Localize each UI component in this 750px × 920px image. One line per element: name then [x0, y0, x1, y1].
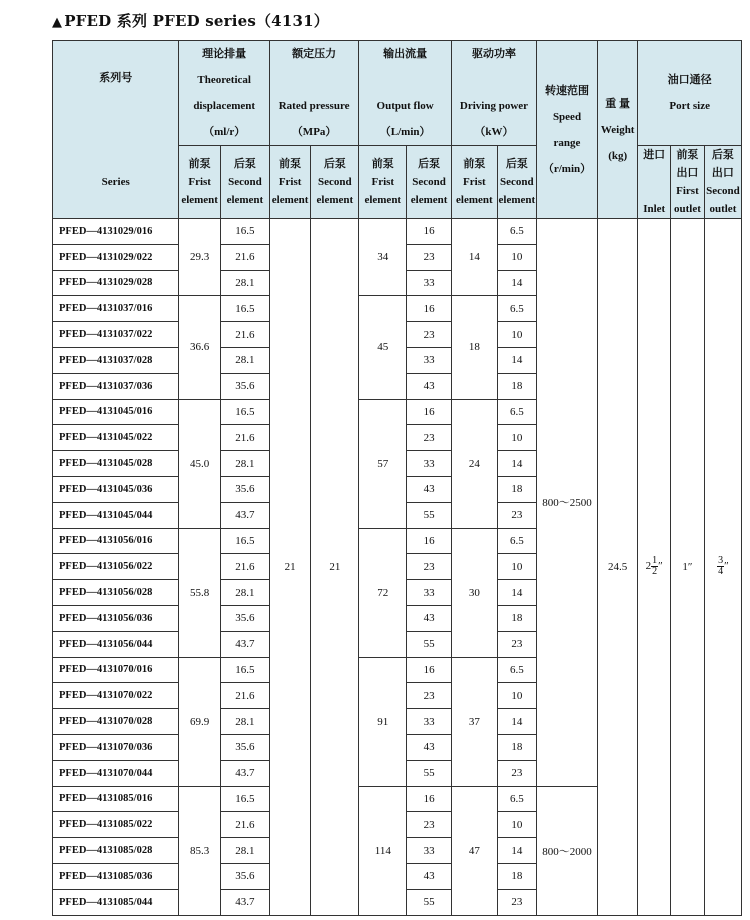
rear-power-cell: 18	[497, 863, 536, 889]
model-cell: PFED—4131037/036	[53, 373, 179, 399]
title-text: PFED 系列 PFED series（4131）	[64, 12, 329, 30]
rear-flow-cell: 55	[407, 889, 452, 915]
rear-flow-cell: 33	[407, 709, 452, 735]
rear-power-cell: 14	[497, 451, 536, 477]
model-cell: PFED—4131045/044	[53, 502, 179, 528]
model-cell: PFED—4131056/044	[53, 631, 179, 657]
header-inlet: 进口 Inlet	[638, 146, 671, 219]
model-cell: PFED—4131029/028	[53, 270, 179, 296]
model-cell: PFED—4131045/036	[53, 476, 179, 502]
rear-power-cell: 14	[497, 838, 536, 864]
rear-displacement-cell: 21.6	[220, 812, 269, 838]
weight-cell: 24.5	[598, 219, 638, 916]
second-outlet-fraction: $\frac{3}{4}$	[718, 555, 724, 578]
front-flow-cell: 57	[359, 399, 407, 528]
table-row	[53, 219, 742, 245]
rear-flow-cell: 33	[407, 838, 452, 864]
model-cell: PFED—4131070/028	[53, 709, 179, 735]
model-cell: PFED—4131085/044	[53, 889, 179, 915]
header-disp-front: 前泵 Frist element	[179, 146, 220, 219]
front-power-cell: 30	[451, 528, 497, 657]
front-displacement-cell: 45.0	[179, 399, 220, 528]
model-cell: PFED—4131070/016	[53, 657, 179, 683]
rear-power-cell: 6.5	[497, 786, 536, 812]
rear-displacement-cell: 28.1	[220, 347, 269, 373]
rear-displacement-cell: 35.6	[220, 373, 269, 399]
model-cell: PFED—4131037/022	[53, 322, 179, 348]
rear-flow-cell: 33	[407, 451, 452, 477]
front-power-cell: 18	[451, 296, 497, 399]
rear-power-cell: 14	[497, 347, 536, 373]
rear-displacement-cell: 28.1	[220, 451, 269, 477]
rear-flow-cell: 23	[407, 322, 452, 348]
header-weight: 重 量 Weight (kg)	[598, 41, 638, 219]
rear-power-cell: 10	[497, 683, 536, 709]
rear-flow-cell: 33	[407, 270, 452, 296]
front-displacement-cell: 69.9	[179, 657, 220, 786]
rear-displacement-cell: 16.5	[220, 296, 269, 322]
rear-displacement-cell: 43.7	[220, 631, 269, 657]
rear-displacement-cell: 35.6	[220, 605, 269, 631]
model-cell: PFED—4131037/016	[53, 296, 179, 322]
rear-power-cell: 23	[497, 889, 536, 915]
front-power-cell: 14	[451, 219, 497, 296]
rear-power-cell: 18	[497, 605, 536, 631]
model-cell: PFED—4131070/036	[53, 734, 179, 760]
header-flow-rear: 后泵 Second element	[407, 146, 452, 219]
model-cell: PFED—4131037/028	[53, 347, 179, 373]
header-power-rear: 后泵 Second element	[497, 146, 536, 219]
rear-flow-cell: 55	[407, 502, 452, 528]
header-power-front: 前泵 Frist element	[451, 146, 497, 219]
front-displacement-cell: 55.8	[179, 528, 220, 657]
rear-flow-cell: 43	[407, 734, 452, 760]
rear-flow-cell: 16	[407, 786, 452, 812]
header-first-outlet: 前泵 出口 First outlet	[671, 146, 705, 219]
second-outlet-inch-mark: ″	[724, 560, 729, 573]
rear-displacement-cell: 35.6	[220, 863, 269, 889]
rear-flow-cell: 16	[407, 528, 452, 554]
header-speed: 转速范围 Speed range （r/min）	[536, 41, 597, 219]
rear-displacement-cell: 28.1	[220, 709, 269, 735]
rear-power-cell: 18	[497, 373, 536, 399]
rear-power-cell: 14	[497, 709, 536, 735]
model-cell: PFED—4131085/022	[53, 812, 179, 838]
rear-flow-cell: 16	[407, 219, 452, 245]
inlet-size-cell	[638, 219, 671, 916]
front-flow-cell: 72	[359, 528, 407, 657]
rear-power-cell: 6.5	[497, 657, 536, 683]
rear-power-cell: 6.5	[497, 399, 536, 425]
header-series: 系列号 Series	[53, 41, 179, 219]
rear-displacement-cell: 28.1	[220, 580, 269, 606]
rear-flow-cell: 55	[407, 760, 452, 786]
header-port-size: 油口通径 Port size	[638, 41, 742, 146]
rear-displacement-cell: 35.6	[220, 476, 269, 502]
rear-power-cell: 14	[497, 270, 536, 296]
model-cell: PFED—4131029/022	[53, 244, 179, 270]
rear-flow-cell: 23	[407, 244, 452, 270]
rear-displacement-cell: 21.6	[220, 683, 269, 709]
header-displacement: 理论排量 Theoretical displacement （ml/r）	[179, 41, 269, 146]
speed-range-cell: 800～2500	[536, 219, 597, 787]
rear-power-cell: 10	[497, 425, 536, 451]
front-flow-cell: 45	[359, 296, 407, 399]
rear-flow-cell: 16	[407, 296, 452, 322]
front-displacement-cell: 36.6	[179, 296, 220, 399]
rear-displacement-cell: 21.6	[220, 322, 269, 348]
rear-flow-cell: 43	[407, 605, 452, 631]
header-flow-front: 前泵 Frist element	[359, 146, 407, 219]
rear-power-cell: 14	[497, 580, 536, 606]
inlet-whole: 2	[645, 560, 652, 573]
rear-flow-cell: 23	[407, 554, 452, 580]
model-cell: PFED—4131045/022	[53, 425, 179, 451]
rear-displacement-cell: 21.6	[220, 554, 269, 580]
front-flow-cell: 91	[359, 657, 407, 786]
header-pressure-rear: 后泵 Second element	[311, 146, 359, 219]
rear-flow-cell: 43	[407, 373, 452, 399]
header-power: 驱动功率 Driving power （kW）	[451, 41, 536, 146]
model-cell: PFED—4131045/016	[53, 399, 179, 425]
inlet-inch-mark: ″	[658, 560, 663, 573]
model-cell: PFED—4131085/036	[53, 863, 179, 889]
rear-displacement-cell: 16.5	[220, 528, 269, 554]
front-flow-cell: 34	[359, 219, 407, 296]
rear-flow-cell: 33	[407, 580, 452, 606]
rear-power-cell: 6.5	[497, 296, 536, 322]
spec-table	[52, 40, 742, 916]
rear-flow-cell: 43	[407, 863, 452, 889]
rear-displacement-cell: 28.1	[220, 838, 269, 864]
rear-flow-cell: 23	[407, 425, 452, 451]
rear-flow-cell: 33	[407, 347, 452, 373]
rear-flow-cell: 55	[407, 631, 452, 657]
front-displacement-cell: 85.3	[179, 786, 220, 915]
rear-flow-cell: 16	[407, 399, 452, 425]
front-displacement-cell: 29.3	[179, 219, 220, 296]
rear-power-cell: 23	[497, 502, 536, 528]
rear-displacement-cell: 21.6	[220, 244, 269, 270]
front-pressure-cell: 21	[269, 219, 310, 916]
model-cell: PFED—4131056/016	[53, 528, 179, 554]
rear-power-cell: 23	[497, 631, 536, 657]
inlet-fraction: $\frac{1}{2}$	[652, 555, 658, 578]
header-pressure: 额定压力 Rated pressure （MPa）	[269, 41, 358, 146]
header-second-outlet: 后泵 出口 Second outlet	[704, 146, 741, 219]
rear-pressure-cell: 21	[311, 219, 359, 916]
header-flow: 输出流量 Output flow （L/min）	[359, 41, 452, 146]
first-outlet-size-cell: 1″	[671, 219, 705, 916]
rear-flow-cell: 16	[407, 657, 452, 683]
rear-displacement-cell: 21.6	[220, 425, 269, 451]
model-cell: PFED—4131070/022	[53, 683, 179, 709]
model-cell: PFED—4131056/028	[53, 580, 179, 606]
table-body	[53, 219, 742, 916]
front-power-cell: 37	[451, 657, 497, 786]
header-disp-rear: 后泵 Second element	[220, 146, 269, 219]
page-title	[52, 10, 329, 31]
rear-flow-cell: 23	[407, 683, 452, 709]
rear-power-cell: 6.5	[497, 528, 536, 554]
rear-displacement-cell: 16.5	[220, 399, 269, 425]
rear-power-cell: 10	[497, 554, 536, 580]
rear-power-cell: 18	[497, 476, 536, 502]
model-cell: PFED—4131056/022	[53, 554, 179, 580]
rear-power-cell: 10	[497, 244, 536, 270]
speed-range-cell: 800～2000	[536, 786, 597, 915]
rear-displacement-cell: 16.5	[220, 657, 269, 683]
triangle-marker: ▲	[52, 15, 63, 30]
rear-displacement-cell: 43.7	[220, 502, 269, 528]
model-cell: PFED—4131070/044	[53, 760, 179, 786]
table-header	[53, 41, 742, 219]
model-cell: PFED—4131029/016	[53, 219, 179, 245]
rear-power-cell: 18	[497, 734, 536, 760]
second-outlet-size-cell	[704, 219, 741, 916]
rear-flow-cell: 43	[407, 476, 452, 502]
front-power-cell: 47	[451, 786, 497, 915]
header-pressure-front: 前泵 Frist element	[269, 146, 310, 219]
rear-displacement-cell: 16.5	[220, 786, 269, 812]
model-cell: PFED—4131045/028	[53, 451, 179, 477]
rear-flow-cell: 23	[407, 812, 452, 838]
model-cell: PFED—4131085/016	[53, 786, 179, 812]
rear-displacement-cell: 28.1	[220, 270, 269, 296]
rear-power-cell: 6.5	[497, 219, 536, 245]
rear-power-cell: 10	[497, 812, 536, 838]
front-flow-cell: 114	[359, 786, 407, 915]
rear-displacement-cell: 35.6	[220, 734, 269, 760]
rear-displacement-cell: 16.5	[220, 219, 269, 245]
rear-displacement-cell: 43.7	[220, 760, 269, 786]
front-power-cell: 24	[451, 399, 497, 528]
rear-power-cell: 23	[497, 760, 536, 786]
model-cell: PFED—4131085/028	[53, 838, 179, 864]
rear-power-cell: 10	[497, 322, 536, 348]
rear-displacement-cell: 43.7	[220, 889, 269, 915]
model-cell: PFED—4131056/036	[53, 605, 179, 631]
